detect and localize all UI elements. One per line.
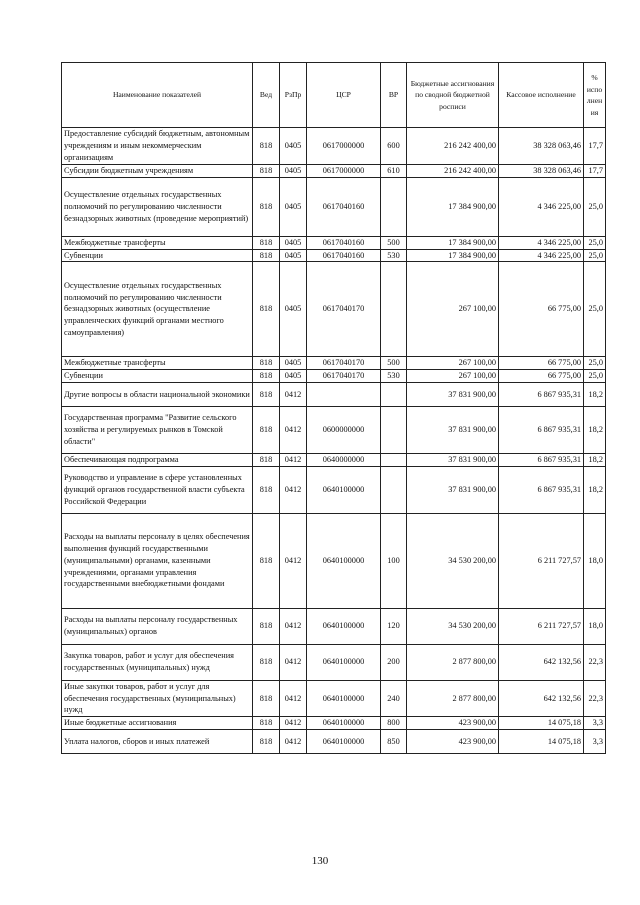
cell-pct: 25,0 [584, 357, 606, 370]
cell-assign: 216 242 400,00 [407, 165, 499, 178]
cell-vr [381, 262, 407, 357]
cell-ved: 818 [253, 165, 280, 178]
table-row [62, 128, 606, 165]
cell-cash: 6 867 935,31 [499, 453, 584, 466]
cell-rzpr: 0412 [280, 680, 307, 716]
cell-csr: 0640000000 [307, 453, 381, 466]
cell-ved: 818 [253, 249, 280, 262]
cell-assign: 267 100,00 [407, 262, 499, 357]
cell-ved: 818 [253, 453, 280, 466]
cell-name: Межбюджетные трансферты [62, 236, 253, 249]
cell-assign: 37 831 900,00 [407, 406, 499, 453]
cell-csr: 0640100000 [307, 466, 381, 513]
cell-cash: 66 775,00 [499, 370, 584, 383]
cell-pct: 22,3 [584, 680, 606, 716]
cell-cash: 4 346 225,00 [499, 236, 584, 249]
cell-ved: 818 [253, 382, 280, 406]
cell-rzpr: 0412 [280, 717, 307, 730]
cell-rzpr: 0405 [280, 370, 307, 383]
table-row [62, 249, 606, 262]
cell-cash: 14 075,18 [499, 729, 584, 753]
cell-vr: 530 [381, 249, 407, 262]
header-vr: ВР [381, 63, 407, 128]
cell-vr [381, 177, 407, 236]
header-ved: Вед [253, 63, 280, 128]
cell-cash: 4 346 225,00 [499, 177, 584, 236]
cell-ved: 818 [253, 236, 280, 249]
cell-cash: 6 867 935,31 [499, 382, 584, 406]
cell-cash: 6 211 727,57 [499, 608, 584, 644]
cell-csr: 0617040170 [307, 370, 381, 383]
cell-cash: 6 867 935,31 [499, 466, 584, 513]
table-row [62, 236, 606, 249]
cell-ved: 818 [253, 262, 280, 357]
cell-ved: 818 [253, 680, 280, 716]
cell-name: Субвенции [62, 249, 253, 262]
cell-vr [381, 382, 407, 406]
cell-name: Межбюджетные трансферты [62, 357, 253, 370]
cell-ved: 818 [253, 608, 280, 644]
cell-csr: 0640100000 [307, 513, 381, 608]
cell-name: Субсидии бюджетным учреждениям [62, 165, 253, 178]
cell-vr: 850 [381, 729, 407, 753]
table-row [62, 262, 606, 357]
cell-name: Руководство и управление в сфере установленных функций органов государственной власти субъекта Российской Федерации [62, 466, 253, 513]
cell-ved: 818 [253, 177, 280, 236]
cell-ved: 818 [253, 717, 280, 730]
cell-csr: 0640100000 [307, 717, 381, 730]
cell-pct: 3,3 [584, 729, 606, 753]
cell-assign: 423 900,00 [407, 717, 499, 730]
cell-ved: 818 [253, 357, 280, 370]
table-row [62, 382, 606, 406]
cell-csr: 0600000000 [307, 406, 381, 453]
cell-name: Другие вопросы в области национальной экономики [62, 382, 253, 406]
cell-pct: 25,0 [584, 236, 606, 249]
cell-name: Осуществление отдельных государственных полномочий по регулированию численности безнадзорных животных (проведение мероприятий) [62, 177, 253, 236]
cell-rzpr: 0405 [280, 249, 307, 262]
table-row [62, 370, 606, 383]
cell-assign: 423 900,00 [407, 729, 499, 753]
cell-name: Обеспечивающая подпрограмма [62, 453, 253, 466]
cell-name: Иные закупки товаров, работ и услуг для обеспечения государственных (муниципальных) нужд [62, 680, 253, 716]
cell-rzpr: 0412 [280, 608, 307, 644]
cell-vr [381, 453, 407, 466]
cell-cash: 66 775,00 [499, 357, 584, 370]
cell-cash: 38 328 063,46 [499, 128, 584, 165]
cell-vr [381, 466, 407, 513]
cell-cash: 38 328 063,46 [499, 165, 584, 178]
cell-ved: 818 [253, 466, 280, 513]
cell-assign: 2 877 800,00 [407, 644, 499, 680]
cell-pct: 22,3 [584, 644, 606, 680]
cell-name: Уплата налогов, сборов и иных платежей [62, 729, 253, 753]
cell-pct: 18,0 [584, 608, 606, 644]
cell-vr: 200 [381, 644, 407, 680]
cell-pct: 17,7 [584, 128, 606, 165]
header-pct: % исполнения [584, 63, 606, 128]
cell-rzpr: 0405 [280, 165, 307, 178]
cell-name: Осуществление отдельных государственных полномочий по регулированию численности безнадзорных животных (осуществление управленческих функций органами местного самоуправления) [62, 262, 253, 357]
table-row [62, 717, 606, 730]
cell-pct: 25,0 [584, 249, 606, 262]
table-row [62, 165, 606, 178]
cell-rzpr: 0405 [280, 128, 307, 165]
cell-assign: 37 831 900,00 [407, 466, 499, 513]
table-row [62, 453, 606, 466]
header-cash: Кассовое исполнение [499, 63, 584, 128]
cell-csr: 0617040160 [307, 249, 381, 262]
page-number: 130 [311, 855, 329, 867]
cell-vr: 500 [381, 357, 407, 370]
cell-name: Расходы на выплаты персоналу в целях обеспечения выполнения функций государственными (муниципальными) органами, казенными учреждениями, органами управления государственными внебюджетными фондами [62, 513, 253, 608]
table-row [62, 357, 606, 370]
cell-rzpr: 0405 [280, 177, 307, 236]
table-row [62, 513, 606, 608]
cell-cash: 6 867 935,31 [499, 406, 584, 453]
cell-csr [307, 382, 381, 406]
cell-name: Иные бюджетные ассигнования [62, 717, 253, 730]
table-row [62, 406, 606, 453]
header-rzpr: РзПр [280, 63, 307, 128]
cell-csr: 0640100000 [307, 644, 381, 680]
cell-rzpr: 0405 [280, 262, 307, 357]
cell-cash: 642 132,56 [499, 644, 584, 680]
cell-csr: 0640100000 [307, 680, 381, 716]
cell-ved: 818 [253, 644, 280, 680]
cell-cash: 14 075,18 [499, 717, 584, 730]
cell-assign: 37 831 900,00 [407, 453, 499, 466]
cell-name: Субвенции [62, 370, 253, 383]
cell-pct: 18,0 [584, 513, 606, 608]
cell-rzpr: 0412 [280, 453, 307, 466]
cell-assign: 267 100,00 [407, 357, 499, 370]
cell-pct: 18,2 [584, 453, 606, 466]
cell-csr: 0617040170 [307, 262, 381, 357]
cell-pct: 18,2 [584, 466, 606, 513]
cell-rzpr: 0405 [280, 236, 307, 249]
header-assign: Бюджетные ассигнования по сводной бюджетной росписи [407, 63, 499, 128]
cell-name: Расходы на выплаты персоналу государственных (муниципальных) органов [62, 608, 253, 644]
cell-name: Предоставление субсидий бюджетным, автономным учреждениям и иным некоммерческим организациям [62, 128, 253, 165]
header-name: Наименование показателей [62, 63, 253, 128]
table-row [62, 466, 606, 513]
table-row [62, 644, 606, 680]
header-row [62, 63, 606, 128]
cell-cash: 66 775,00 [499, 262, 584, 357]
cell-vr: 800 [381, 717, 407, 730]
cell-rzpr: 0405 [280, 357, 307, 370]
table-row [62, 729, 606, 753]
cell-assign: 17 384 900,00 [407, 249, 499, 262]
cell-rzpr: 0412 [280, 644, 307, 680]
cell-pct: 18,2 [584, 382, 606, 406]
cell-pct: 3,3 [584, 717, 606, 730]
cell-rzpr: 0412 [280, 466, 307, 513]
cell-assign: 2 877 800,00 [407, 680, 499, 716]
cell-ved: 818 [253, 370, 280, 383]
cell-pct: 25,0 [584, 370, 606, 383]
cell-rzpr: 0412 [280, 729, 307, 753]
cell-rzpr: 0412 [280, 406, 307, 453]
cell-vr: 120 [381, 608, 407, 644]
cell-vr: 610 [381, 165, 407, 178]
cell-name: Закупка товаров, работ и услуг для обеспечения государственных (муниципальных) нужд [62, 644, 253, 680]
cell-csr: 0617040160 [307, 177, 381, 236]
table-row [62, 680, 606, 716]
cell-csr: 0617040160 [307, 236, 381, 249]
cell-csr: 0640100000 [307, 608, 381, 644]
cell-assign: 267 100,00 [407, 370, 499, 383]
cell-vr: 530 [381, 370, 407, 383]
cell-assign: 34 530 200,00 [407, 608, 499, 644]
cell-csr: 0640100000 [307, 729, 381, 753]
cell-assign: 34 530 200,00 [407, 513, 499, 608]
cell-pct: 18,2 [584, 406, 606, 453]
cell-pct: 25,0 [584, 177, 606, 236]
cell-pct: 17,7 [584, 165, 606, 178]
cell-rzpr: 0412 [280, 382, 307, 406]
cell-vr: 100 [381, 513, 407, 608]
cell-pct: 25,0 [584, 262, 606, 357]
cell-vr [381, 406, 407, 453]
cell-assign: 17 384 900,00 [407, 177, 499, 236]
header-csr: ЦСР [307, 63, 381, 128]
cell-assign: 37 831 900,00 [407, 382, 499, 406]
cell-vr: 600 [381, 128, 407, 165]
cell-csr: 0617000000 [307, 165, 381, 178]
cell-ved: 818 [253, 128, 280, 165]
table-row [62, 177, 606, 236]
cell-rzpr: 0412 [280, 513, 307, 608]
cell-ved: 818 [253, 729, 280, 753]
cell-csr: 0617000000 [307, 128, 381, 165]
cell-cash: 4 346 225,00 [499, 249, 584, 262]
cell-assign: 216 242 400,00 [407, 128, 499, 165]
cell-assign: 17 384 900,00 [407, 236, 499, 249]
cell-cash: 6 211 727,57 [499, 513, 584, 608]
cell-cash: 642 132,56 [499, 680, 584, 716]
cell-csr: 0617040170 [307, 357, 381, 370]
cell-vr: 240 [381, 680, 407, 716]
budget-table [61, 62, 606, 754]
cell-ved: 818 [253, 406, 280, 453]
cell-vr: 500 [381, 236, 407, 249]
cell-ved: 818 [253, 513, 280, 608]
cell-name: Государственная программа "Развитие сельского хозяйства и регулируемых рынков в Томской области" [62, 406, 253, 453]
table-row [62, 608, 606, 644]
